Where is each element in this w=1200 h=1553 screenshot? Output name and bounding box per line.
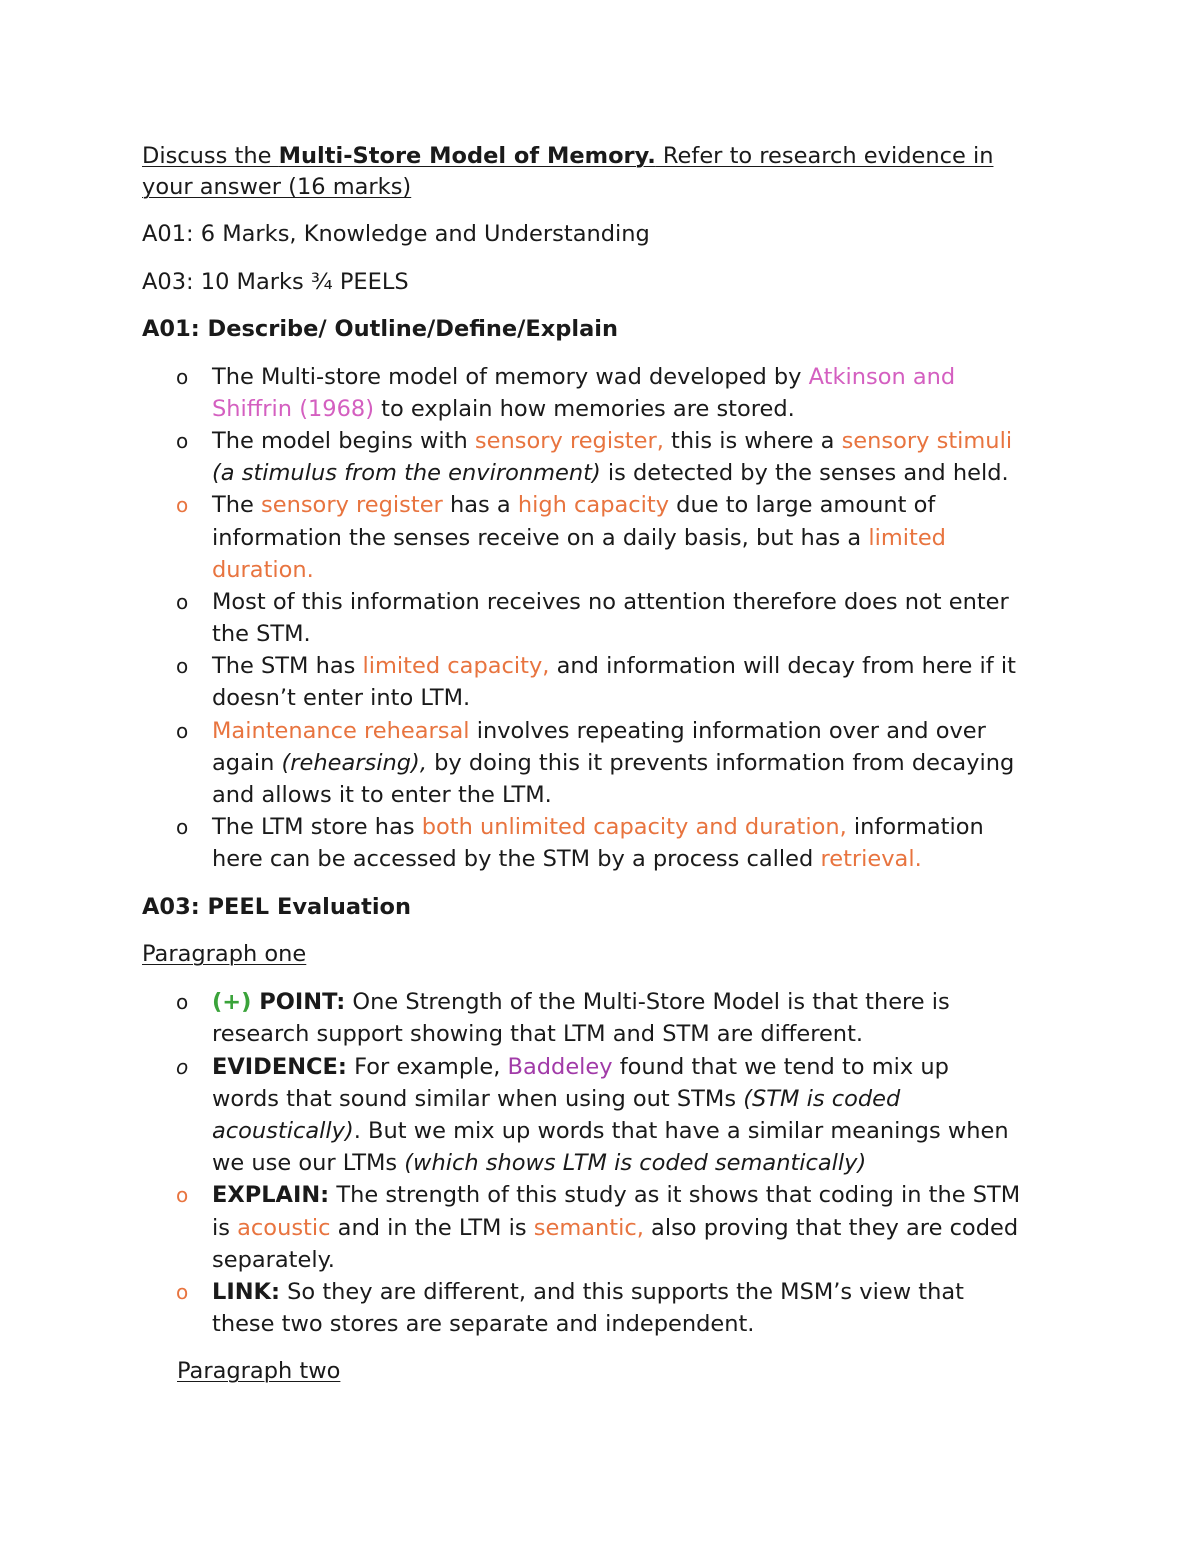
bullet-marker: o (176, 365, 189, 389)
ao1-bullet-7 (212, 811, 984, 843)
ao1-bullet-7-cont (212, 843, 922, 875)
bullet-marker: o (176, 1055, 189, 1079)
text: The (212, 492, 261, 518)
peel-point (212, 986, 950, 1018)
italic-text: (which shows LTM is coded semantically) (404, 1150, 867, 1176)
italic-text: acoustically) (212, 1118, 354, 1144)
bullet-marker: o (176, 990, 189, 1014)
plus-marker: (+) (212, 989, 252, 1015)
citation: Shiffrin (1968) (212, 396, 375, 422)
ao3-marks: A03: 10 Marks ¾ PEELS (142, 269, 409, 295)
bullet-marker: o (176, 1280, 189, 1304)
key-term: Maintenance rehearsal (212, 718, 470, 744)
key-term: high capacity (517, 492, 670, 518)
key-term: retrieval. (820, 846, 922, 872)
text: The Multi-store model of memory wad developed by (212, 364, 809, 390)
text: The strength of this study as it shows that coding in the STM (329, 1182, 1021, 1208)
text: found that we tend to mix up (612, 1054, 949, 1080)
question-text: Refer to research evidence in (655, 143, 994, 169)
ao1-bullet-6 (212, 715, 986, 747)
ao1-bullet-4-cont: the STM. (212, 621, 311, 647)
text: we use our LTMs (212, 1150, 405, 1176)
text: information (846, 814, 984, 840)
key-term: sensory stimuli (841, 428, 1013, 454)
peel-link (212, 1276, 964, 1308)
ao1-bullet-3 (212, 489, 935, 521)
italic-text: (STM is coded (743, 1086, 901, 1112)
ao1-bullet-1-cont (212, 393, 795, 425)
text: words that sound similar when using out STMs (212, 1086, 744, 1112)
question-line-2: your answer (16 marks) (142, 174, 412, 200)
question-topic: Multi-Store Model of Memory. (278, 143, 656, 169)
peel-link-cont: these two stores are separate and independent. (212, 1311, 755, 1337)
key-term: sensory register, (474, 428, 664, 454)
bullet-marker: o (176, 815, 189, 839)
key-term: semantic, (533, 1215, 644, 1241)
peel-evidence-cont-3 (212, 1147, 866, 1179)
key-term: both unlimited capacity and duration, (421, 814, 847, 840)
text: For example, (346, 1054, 508, 1080)
ao1-heading: A01: Describe/ Outline/Define/Explain (142, 316, 618, 342)
text: The STM has (212, 653, 363, 679)
text: is (212, 1215, 238, 1241)
bullet-marker: o (176, 429, 189, 453)
text: this is where a (663, 428, 842, 454)
peel-point-cont: research support showing that LTM and STM are different. (212, 1021, 864, 1047)
text: information the senses receive on a daily basis, but has a (212, 525, 869, 551)
citation: Baddeley (507, 1054, 613, 1080)
peel-evidence (212, 1051, 949, 1083)
bullet-marker: o (176, 654, 189, 678)
ao1-bullet-5 (212, 650, 1016, 682)
key-term: sensory register (261, 492, 443, 518)
peel-evidence-cont-2 (212, 1115, 1009, 1147)
text: to explain how memories are stored. (374, 396, 795, 422)
text: . But we mix up words that have a similar meanings when (353, 1118, 1009, 1144)
ao1-bullet-6-cont-2: and allows it to enter the LTM. (212, 782, 552, 808)
text: due to large amount of (669, 492, 936, 518)
text: and in the LTM is (330, 1215, 534, 1241)
ao1-bullet-3-cont-2: duration. (212, 557, 314, 583)
peel-label: POINT: (251, 989, 346, 1015)
key-term: limited capacity, (362, 653, 550, 679)
peel-evidence-cont (212, 1083, 900, 1115)
peel-explain-cont-2: separately. (212, 1247, 335, 1273)
peel-explain (212, 1179, 1020, 1211)
paragraph-two-heading: Paragraph two (177, 1358, 341, 1384)
ao1-bullet-4: Most of this information receives no attention therefore does not enter (212, 589, 1009, 615)
paragraph-one-heading: Paragraph one (142, 941, 307, 967)
ao1-bullet-5-cont: doesn’t enter into LTM. (212, 685, 471, 711)
text: is detected by the senses and held. (600, 460, 1009, 486)
ao3-heading: A03: PEEL Evaluation (142, 894, 412, 920)
peel-explain-cont (212, 1212, 1018, 1244)
text: One Strength of the Multi-Store Model is that there is (345, 989, 950, 1015)
bullet-marker: o (176, 590, 189, 614)
text: The LTM store has (212, 814, 422, 840)
bullet-marker: o (176, 1183, 189, 1207)
peel-label: EVIDENCE: (212, 1054, 347, 1080)
bullet-marker: o (176, 493, 189, 517)
text: and information will decay from here if it (549, 653, 1016, 679)
key-term: limited (868, 525, 946, 551)
ao1-bullet-3-cont (212, 522, 946, 554)
text: also proving that they are coded (643, 1215, 1019, 1241)
ao1-bullet-2 (212, 425, 1012, 457)
italic-text: (a stimulus from the environment) (212, 460, 601, 486)
text: involves repeating information over and over (469, 718, 986, 744)
peel-label: EXPLAIN: (212, 1182, 330, 1208)
citation: Atkinson and (808, 364, 956, 390)
text: has a (442, 492, 518, 518)
italic-text: (rehearsing), (281, 750, 427, 776)
ao1-bullet-2-cont (212, 457, 1009, 489)
ao1-bullet-6-cont (212, 747, 1014, 779)
ao1-marks: A01: 6 Marks, Knowledge and Understanding (142, 221, 650, 247)
peel-label: LINK: (212, 1279, 280, 1305)
question-text: Discuss the (142, 143, 279, 169)
bullet-marker: o (176, 719, 189, 743)
text: The model begins with (212, 428, 475, 454)
text: So they are different, and this supports the MSM’s view that (279, 1279, 964, 1305)
text: again (212, 750, 282, 776)
text: by doing this it prevents information from decaying (427, 750, 1015, 776)
ao1-bullet-1 (212, 361, 955, 393)
text: here can be accessed by the STM by a process called (212, 846, 821, 872)
question-line-1 (142, 140, 993, 172)
key-term: acoustic (237, 1215, 331, 1241)
